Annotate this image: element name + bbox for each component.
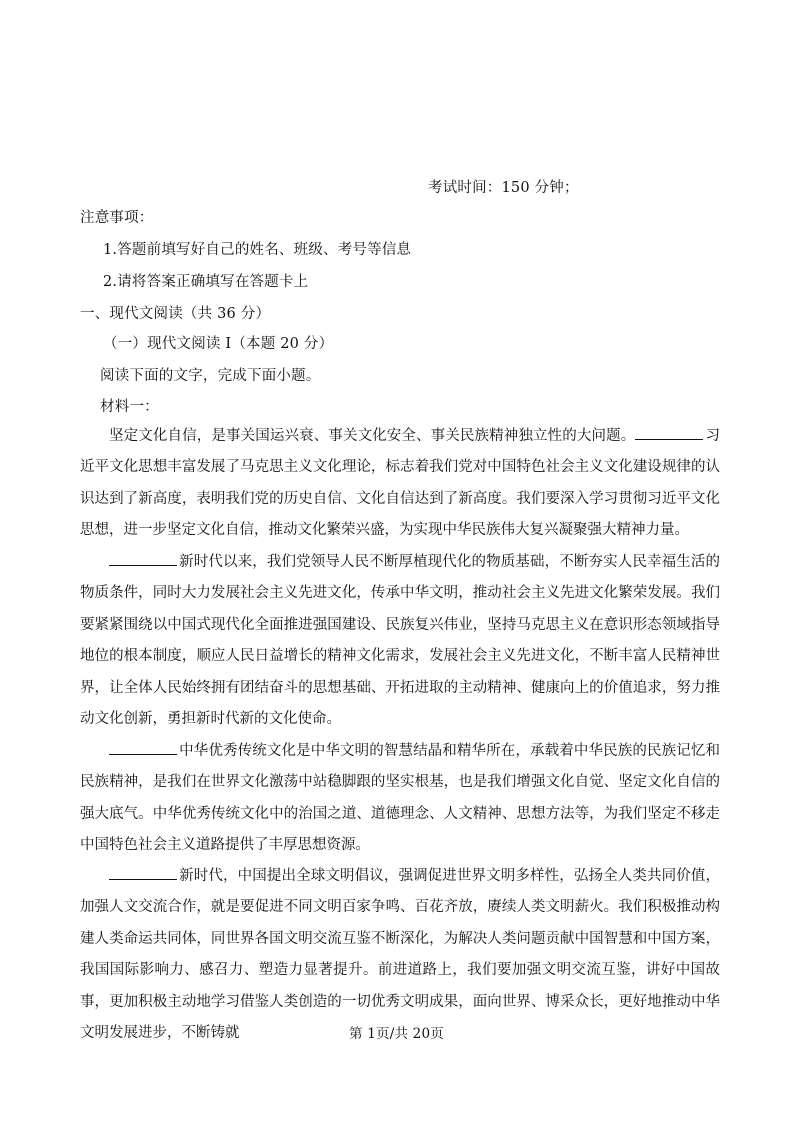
- section-title: 一、现代文阅读（共 36 分）: [80, 306, 271, 322]
- paragraph: [80, 421, 720, 547]
- paragraph-text: 新时代，中国提出全球文明倡议，强调促进世界文明多样性，弘扬全人类共同价值，加强人文交流合作，就是要促进不同文明百家争鸣、百花齐放，赓续人类文明薪火。我们积极推动构建人类命运共同体，同世界各国文明交流互鉴不断深化，为解决人类问题贡献中国智慧和中国方案，我国国际影响力、感召力、塑造力显著提升。前进道路上，我们要加强文明交流互鉴，讲好中国故事，更加积极主动地学习借鉴人类创造的一切优秀文明成果，面向世界、博采众长，更好地推动中华文明发展进步，不断铸就: [80, 868, 720, 1042]
- reading-instruction: 阅读下面的文字，完成下面小题。: [100, 368, 321, 384]
- subsection-title: （一）现代文阅读 I（本题 20 分）: [103, 336, 334, 352]
- material-label: 材料一：: [100, 399, 159, 415]
- paragraph: [80, 861, 720, 1049]
- exam-time: 考试时间：150 分钟；: [428, 180, 579, 196]
- paragraph-text: 中华优秀传统文化是中华文明的智慧结晶和精华所在，承载着中华民族的民族记忆和民族精神，是我们在世界文化激荡中站稳脚跟的坚实根基，也是我们增强文化自觉、坚定文化自信的强大底气。中华优秀传统文化中的治国之道、道德理念、人文精神、思想方法等，为我们坚定不移走中国特色社会主义道路提供了丰厚思想资源。: [80, 743, 720, 854]
- paragraph: [80, 736, 720, 862]
- page-number: 第 1页/共 20页: [349, 1026, 444, 1042]
- fill-blank: [635, 425, 703, 440]
- paragraph-text: 新时代以来，我们党领导人民不断厚植现代化的物质基础，不断夯实人民幸福生活的物质条件，同时大力发展社会主义先进文化，传承中华文明，推动社会主义先进文化繁荣发展。我们要紧紧围绕以中国式现代化全面推进强国建设、民族复兴伟业，坚持马克思主义在意识形态领域指导地位的根本制度，顺应人民日益增长的精神文化需求，发展社会主义先进文化，不断丰富人民精神世界，让全体人民始终拥有团结奋斗的思想基础、开拓进取的主动精神、健康向上的价值追求，努力推动文化创新，勇担新时代新的文化使命。: [80, 554, 720, 728]
- paragraph-text: 习近平文化思想丰富发展了马克思主义文化理论，标志着我们党对中国特色社会主义文化建设规律的认识达到了新高度，表明我们党的历史自信、文化自信达到了新高度。我们要深入学习贯彻习近平文化思想，进一步坚定文化自信，推动文化繁荣兴盛，为实现中华民族伟大复兴凝聚强大精神力量。: [80, 428, 720, 539]
- notice-item: 2.请将答案正确填写在答题卡上: [103, 274, 309, 290]
- fill-blank: [109, 865, 177, 880]
- notice-title: 注意事项：: [80, 210, 154, 226]
- notice-item: 1.答题前填写好自己的姓名、班级、考号等信息: [103, 242, 412, 258]
- fill-blank: [109, 740, 177, 755]
- fill-blank: [109, 551, 177, 566]
- paragraph: [80, 547, 720, 735]
- paragraph-lead: 坚定文化自信，是事关国运兴衰、事关文化安全、事关民族精神独立性的大问题。: [109, 428, 636, 444]
